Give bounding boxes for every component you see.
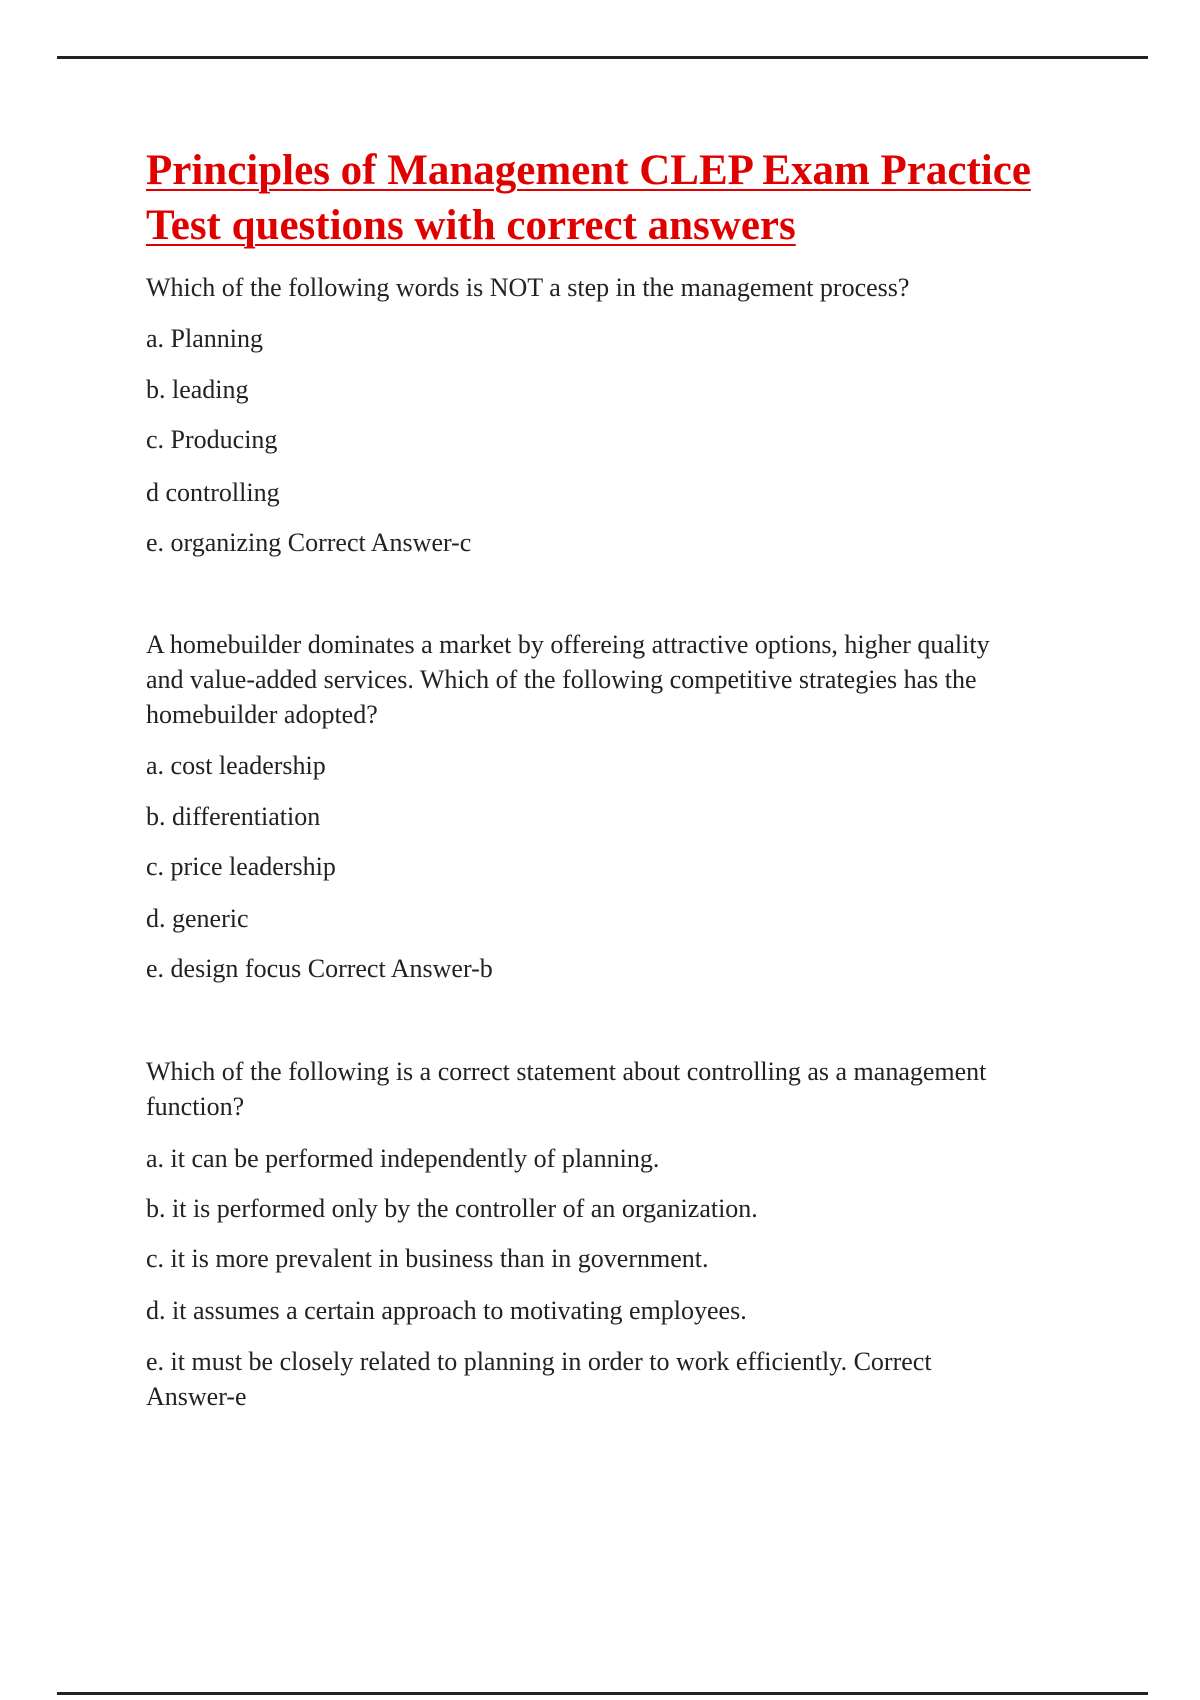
option: c. it is more prevalent in business than in government. xyxy=(146,1244,709,1273)
option: c. price leadership xyxy=(146,852,336,881)
question-text: function? xyxy=(146,1092,245,1121)
option: a. cost leadership xyxy=(146,751,326,780)
option: a. it can be performed independently of planning. xyxy=(146,1144,660,1173)
title-line: Test questions with correct answers xyxy=(146,202,796,249)
option: c. Producing xyxy=(146,425,278,454)
question-text: A homebuilder dominates a market by offereing attractive options, higher quality xyxy=(146,630,990,659)
option: d. generic xyxy=(146,904,249,933)
option: b. leading xyxy=(146,375,249,404)
top-rule xyxy=(57,56,1148,59)
option: d controlling xyxy=(146,478,280,507)
question-text: homebuilder adopted? xyxy=(146,700,378,729)
question-text: Which of the following words is NOT a step in the management process? xyxy=(146,273,910,302)
option: a. Planning xyxy=(146,324,263,353)
option-with-answer: e. it must be closely related to planning in order to work efficiently. Correct xyxy=(146,1347,932,1376)
option: b. differentiation xyxy=(146,802,321,831)
option-with-answer: e. organizing Correct Answer-c xyxy=(146,528,472,557)
title-line: Principles of Management CLEP Exam Practice xyxy=(146,147,1031,194)
option-with-answer: e. design focus Correct Answer-b xyxy=(146,954,493,983)
bottom-rule xyxy=(57,1692,1148,1695)
question-text: Which of the following is a correct statement about controlling as a management xyxy=(146,1057,987,1086)
option: b. it is performed only by the controller of an organization. xyxy=(146,1194,758,1223)
document-title xyxy=(146,143,1086,253)
question-text: and value-added services. Which of the following competitive strategies has the xyxy=(146,665,977,694)
option: d. it assumes a certain approach to motivating employees. xyxy=(146,1296,747,1325)
option-with-answer: Answer-e xyxy=(146,1382,247,1411)
